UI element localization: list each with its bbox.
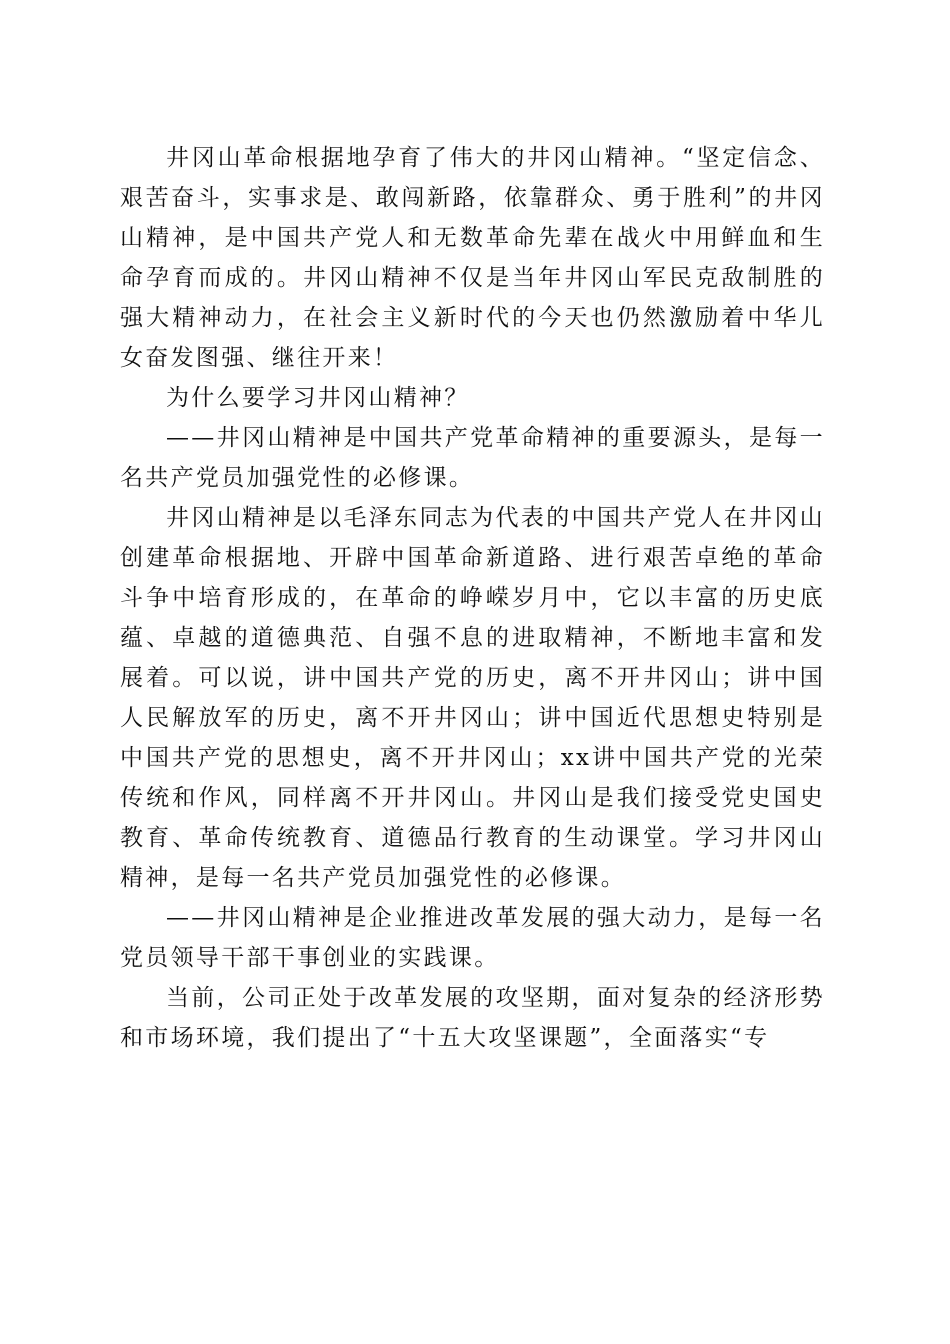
- paragraph-question: 为什么要学习井冈山精神？: [166, 385, 470, 411]
- document-page: [120, 138, 825, 1058]
- paragraph-point-one: ——井冈山精神是中国共产党革命精神的重要源头，是每一名共产党员加强党性的必修课。: [120, 425, 825, 491]
- paragraph-intro: 井冈山革命根据地孕育了伟大的井冈山精神。“坚定信念、艰苦奋斗，实事求是、敢闯新路，依靠群众、勇于胜利”的井冈山精神，是中国共产党人和无数革命先辈在战火中用鲜血和生命孕育而成的。井冈山精神不仅是当年井冈山军民克敌制胜的强大精神动力，在社会主义新时代的今天也仍然激励着中华儿女奋发图强、继往开来！: [120, 145, 825, 371]
- paragraph-point-two: ——井冈山精神是企业推进改革发展的强大动力，是每一名党员领导干部干事创业的实践课。: [120, 905, 825, 971]
- paragraph-current: 当前，公司正处于改革发展的攻坚期，面对复杂的经济形势和市场环境，我们提出了“十五大攻坚课题”，全面落实“专: [120, 985, 825, 1051]
- paragraph-body: 井冈山精神是以毛泽东同志为代表的中国共产党人在井冈山创建革命根据地、开辟中国革命新道路、进行艰苦卓绝的革命斗争中培育形成的，在革命的峥嵘岁月中，它以丰富的历史底蕴、卓越的道德典范、自强不息的进取精神，不断地丰富和发展着。可以说，讲中国共产党的历史，离不开井冈山；讲中国人民解放军的历史，离不开井冈山；讲中国近代思想史特别是中国共产党的思想史，离不开井冈山；xx讲中国共产党的光荣传统和作风，同样离不开井冈山。井冈山是我们接受党史国史教育、革命传统教育、道德品行教育的生动课堂。学习井冈山精神，是每一名共产党员加强党性的必修课。: [120, 505, 825, 891]
